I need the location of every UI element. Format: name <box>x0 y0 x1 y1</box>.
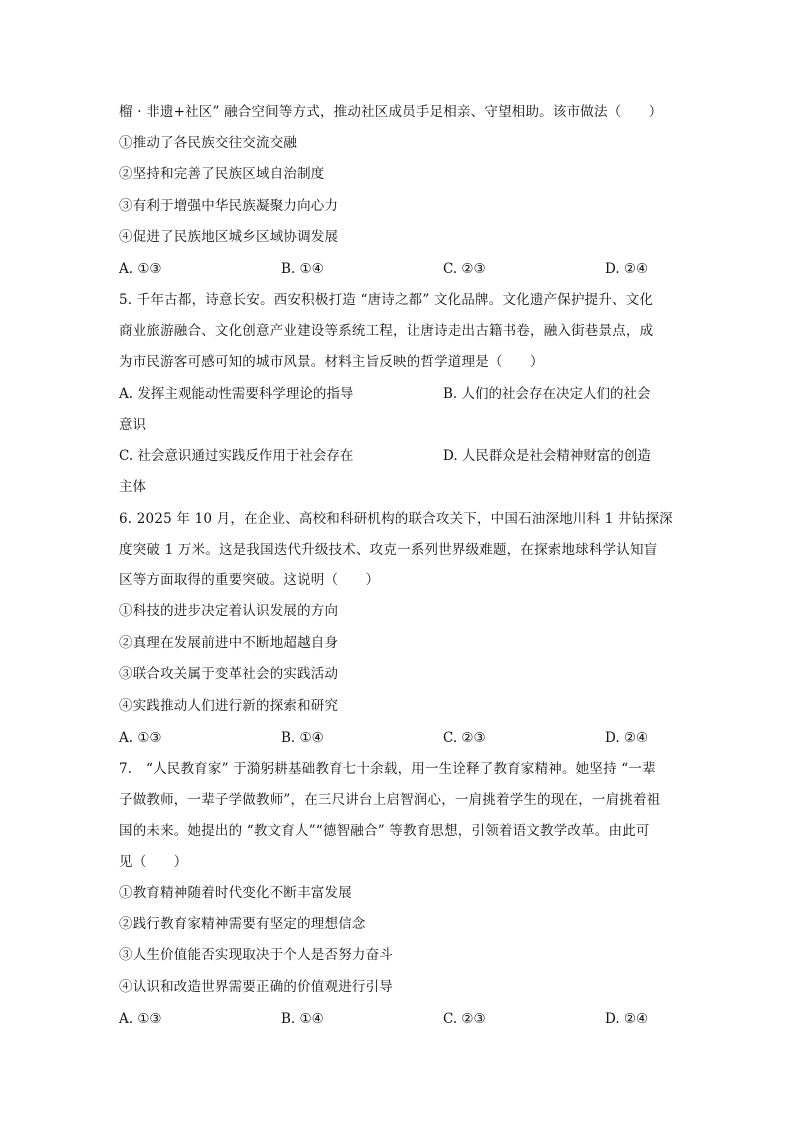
q6-item-2: ②真理在发展前进中不断地超越自身 <box>119 635 339 651</box>
q4-item-2: ②坚持和完善了民族区域自治制度 <box>119 166 325 182</box>
q6-item-4: ④实践推动人们进行新的探索和研究 <box>119 698 339 714</box>
q4-option-d: D. ②④ <box>605 261 649 277</box>
q4-option-a: A. ①③ <box>119 261 162 277</box>
q6-stem-line-3: 区等方面取得的重要突破。这说明（ ） <box>119 572 380 588</box>
q6-option-a: A. ①③ <box>119 730 162 746</box>
q5-stem-line-3: 为市民游客可感可知的城市风景。材料主旨反映的哲学道理是（ ） <box>119 354 544 370</box>
q7-stem-line-2: 子做教师，一辈子学做教师”，在三尺讲台上启智润心，一肩挑着学生的现在，一肩挑着祖 <box>119 792 661 808</box>
q6-option-b: B. ①④ <box>281 730 324 746</box>
q7-item-4: ④认识和改造世界需要正确的价值观进行引导 <box>119 979 393 995</box>
q4-item-1: ①推动了各民族交往交流交融 <box>119 135 298 151</box>
q6-stem-line-2: 度突破 1 万米。这是我国迭代升级技术、攻克一系列世界级难题，在探索地球科学认知盲 <box>119 542 658 558</box>
q6-item-3: ③联合攻关属于变革社会的实践活动 <box>119 666 339 682</box>
q7-item-2: ②践行教育家精神需要有坚定的理想信念 <box>119 916 366 932</box>
q7-stem-line-4: 见（ ） <box>119 854 188 870</box>
q5-stem-line-1: 5. 千年古都，诗意长安。西安积极打造 “唐诗之都” 文化品牌。文化遗产保护提升、文化 <box>119 292 654 308</box>
q7-item-3: ③人生价值能否实现取决于个人是否努力奋斗 <box>119 947 393 963</box>
q7-item-1: ①教育精神随着时代变化不断丰富发展 <box>119 885 352 901</box>
q4-item-4: ④促进了民族地区城乡区域协调发展 <box>119 229 339 245</box>
q4-option-b: B. ①④ <box>281 261 324 277</box>
q7-option-b: B. ①④ <box>281 1011 324 1027</box>
q7-stem-line-3: 国的未来。她提出的 “教文育人”“德智融合” 等教育思想，引领着语文教学改革。由此可 <box>119 823 650 839</box>
q6-item-1: ①科技的进步决定着认识发展的方向 <box>119 603 339 619</box>
q5-stem-line-2: 商业旅游融合、文化创意产业建设等系统工程，让唐诗走出古籍书卷，融入街巷景点，成 <box>119 323 654 339</box>
q7-stem-line-1: 7. “人民教育家” 于漪躬耕基础教育七十余载，用一生诠释了教育家精神。她坚持 “一辈 <box>119 761 656 777</box>
q4-option-c: C. ②③ <box>443 261 486 277</box>
q6-stem-line-1: 6. 2025 年 10 月，在企业、高校和科研机构的联合攻关下，中国石油深地川科 1 井钻探深 <box>119 511 673 527</box>
q5-option-b: B. 人们的社会存在决定人们的社会 <box>443 386 651 402</box>
q6-option-d: D. ②④ <box>605 730 649 746</box>
q7-option-d: D. ②④ <box>605 1011 649 1027</box>
q5-option-d-cont: 主体 <box>119 479 146 495</box>
q4-stem-tail: 榴 · 非遗+社区” 融合空间等方式，推动社区成员手足相亲、守望相助。该市做法（ ） <box>119 104 663 120</box>
q4-item-3: ③有利于增强中华民族凝聚力向心力 <box>119 198 339 214</box>
q7-option-c: C. ②③ <box>443 1011 486 1027</box>
q7-option-a: A. ①③ <box>119 1011 162 1027</box>
q5-option-b-cont: 意识 <box>119 417 146 433</box>
q5-option-d: D. 人民群众是社会精神财富的创造 <box>443 448 651 464</box>
q5-option-a: A. 发挥主观能动性需要科学理论的指导 <box>119 386 354 402</box>
q6-option-c: C. ②③ <box>443 730 486 746</box>
q5-option-c: C. 社会意识通过实践反作用于社会存在 <box>119 448 354 464</box>
